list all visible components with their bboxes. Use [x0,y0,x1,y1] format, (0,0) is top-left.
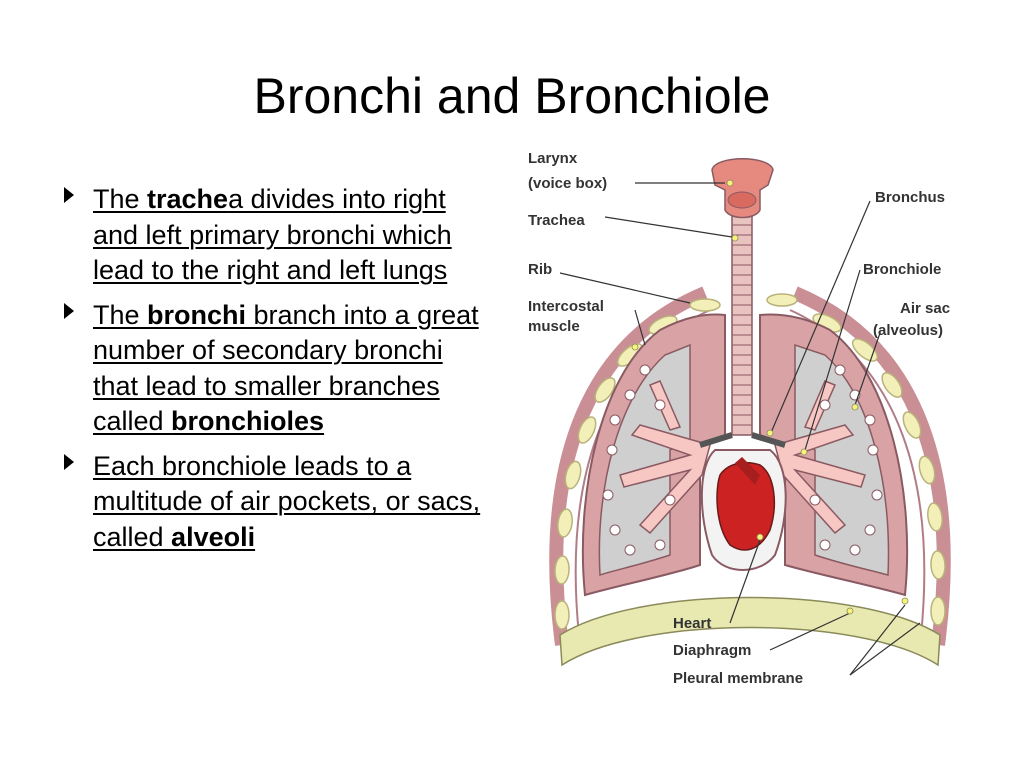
bullet-arrow-icon [64,454,74,470]
bullet-list [62,182,492,564]
bullet-text: The trachea divides into right and left primary bronchi which lead to the right and left lungs [93,184,452,285]
label-intercostal: Intercostal [528,298,604,315]
bullet-arrow-icon [64,303,74,319]
label-air-sac: Air sac [900,300,951,317]
label-rib: Rib [528,261,553,278]
bullet-text: The bronchi branch into a great number of secondary bronchi that lead to smaller branches called bronchioles [93,299,479,436]
bullet-item [62,298,492,440]
label-bronchus: Bronchus [875,189,946,206]
bullet-arrow-icon [64,187,74,203]
bullet-text: Each bronchiole leads to a multitude of air pockets, or sacs, called alveoli [93,450,481,552]
label-voice-box: (voice box) [528,175,608,192]
larynx [712,159,773,218]
bullet-item [62,182,492,289]
label-heart: Heart [673,615,712,632]
slide-title: Bronchi and Bronchiole [253,68,771,124]
label-alveolus: (alveolus) [873,322,944,339]
label-bronchiole: Bronchiole [863,261,942,278]
heart [702,450,786,570]
respiratory-diagram [520,145,980,690]
label-larynx: Larynx [528,150,578,167]
label-diaphragm: Diaphragm [673,642,752,659]
label-muscle: muscle [528,318,580,335]
bullet-item [62,449,492,556]
label-pleural-membrane: Pleural membrane [673,670,804,687]
label-trachea: Trachea [528,212,585,229]
